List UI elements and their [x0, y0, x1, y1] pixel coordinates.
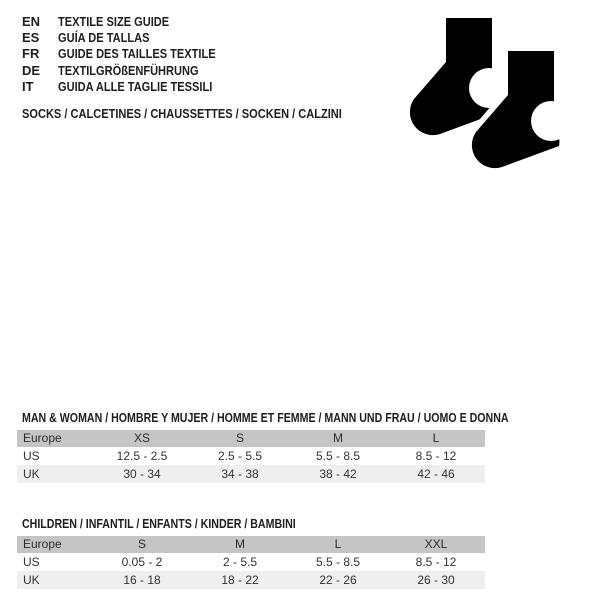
- table-row-us: [17, 553, 485, 571]
- size-value: 5.5 - 8.5: [315, 449, 361, 463]
- row-label: US: [23, 555, 40, 569]
- size-value: 2.5 - 5.5: [217, 449, 263, 463]
- column-header-m: M: [333, 431, 343, 445]
- language-code: ES: [22, 30, 40, 46]
- language-list: [22, 14, 243, 95]
- man-woman-table-title: MAN & WOMAN / HOMBRE Y MUJER / HOMME ET FEMME / MANN UND FRAU / UOMO E DONNA: [22, 411, 509, 425]
- size-value: 34 - 38: [221, 467, 259, 481]
- language-label: GUÍA DE TALLAS: [58, 30, 150, 46]
- socks-icon: [395, 10, 575, 185]
- size-value: 5.5 - 8.5: [315, 555, 361, 569]
- language-label: GUIDE DES TAILLES TEXTILE: [58, 46, 216, 62]
- language-row-es: [22, 30, 243, 46]
- language-code: FR: [22, 46, 40, 62]
- man-woman-size-table: [17, 430, 485, 483]
- language-code: EN: [22, 14, 41, 29]
- size-value: 0.05 - 2: [121, 555, 163, 569]
- language-label: GUIDA ALLE TAGLIE TESSILI: [58, 78, 213, 94]
- column-header-europe: Europe: [23, 537, 62, 551]
- children-table-title: CHILDREN / INFANTIL / ENFANTS / KINDER / BAMBINI: [22, 517, 296, 531]
- language-row-it: [22, 79, 243, 95]
- language-code: IT: [22, 78, 34, 94]
- size-value: 18 - 22: [221, 573, 259, 587]
- column-header-m: M: [235, 537, 245, 551]
- size-value: 8.5 - 12: [415, 555, 457, 569]
- column-header-s: S: [235, 431, 244, 445]
- size-value: 12.5 - 2.5: [116, 449, 168, 463]
- size-value: 30 - 34: [123, 467, 161, 481]
- language-row-en: [22, 14, 243, 30]
- size-value: 22 - 26: [319, 573, 357, 587]
- row-label: US: [23, 449, 40, 463]
- column-header-europe: Europe: [23, 431, 62, 445]
- table-header-row: [17, 430, 485, 447]
- size-value: 26 - 30: [417, 573, 455, 587]
- column-header-xxl: XXL: [424, 537, 448, 551]
- column-header-l: L: [334, 537, 342, 551]
- table-row-us: [17, 447, 485, 465]
- row-label: UK: [23, 573, 40, 587]
- language-row-fr: [22, 46, 243, 62]
- children-size-table: [17, 536, 485, 589]
- table-header-row: [17, 536, 485, 553]
- size-value: 2 - 5.5: [222, 555, 258, 569]
- row-label: UK: [23, 467, 40, 481]
- column-header-l: L: [432, 431, 440, 445]
- size-value: 8.5 - 12: [415, 449, 457, 463]
- table-row-uk: [17, 571, 485, 589]
- language-label: TEXTILGRÖßENFÜHRUNG: [58, 62, 199, 78]
- column-header-s: S: [137, 537, 146, 551]
- column-header-xs: XS: [133, 431, 150, 445]
- language-row-de: [22, 63, 243, 79]
- table-row-uk: [17, 465, 485, 483]
- size-value: 38 - 42: [319, 467, 357, 481]
- size-value: 16 - 18: [123, 573, 161, 587]
- product-heading: SOCKS / CALCETINES / CHAUSSETTES / SOCKEN / CALZINI: [22, 106, 342, 121]
- language-label: TEXTILE SIZE GUIDE: [58, 14, 170, 29]
- language-code: DE: [22, 62, 41, 78]
- size-value: 42 - 46: [417, 467, 455, 481]
